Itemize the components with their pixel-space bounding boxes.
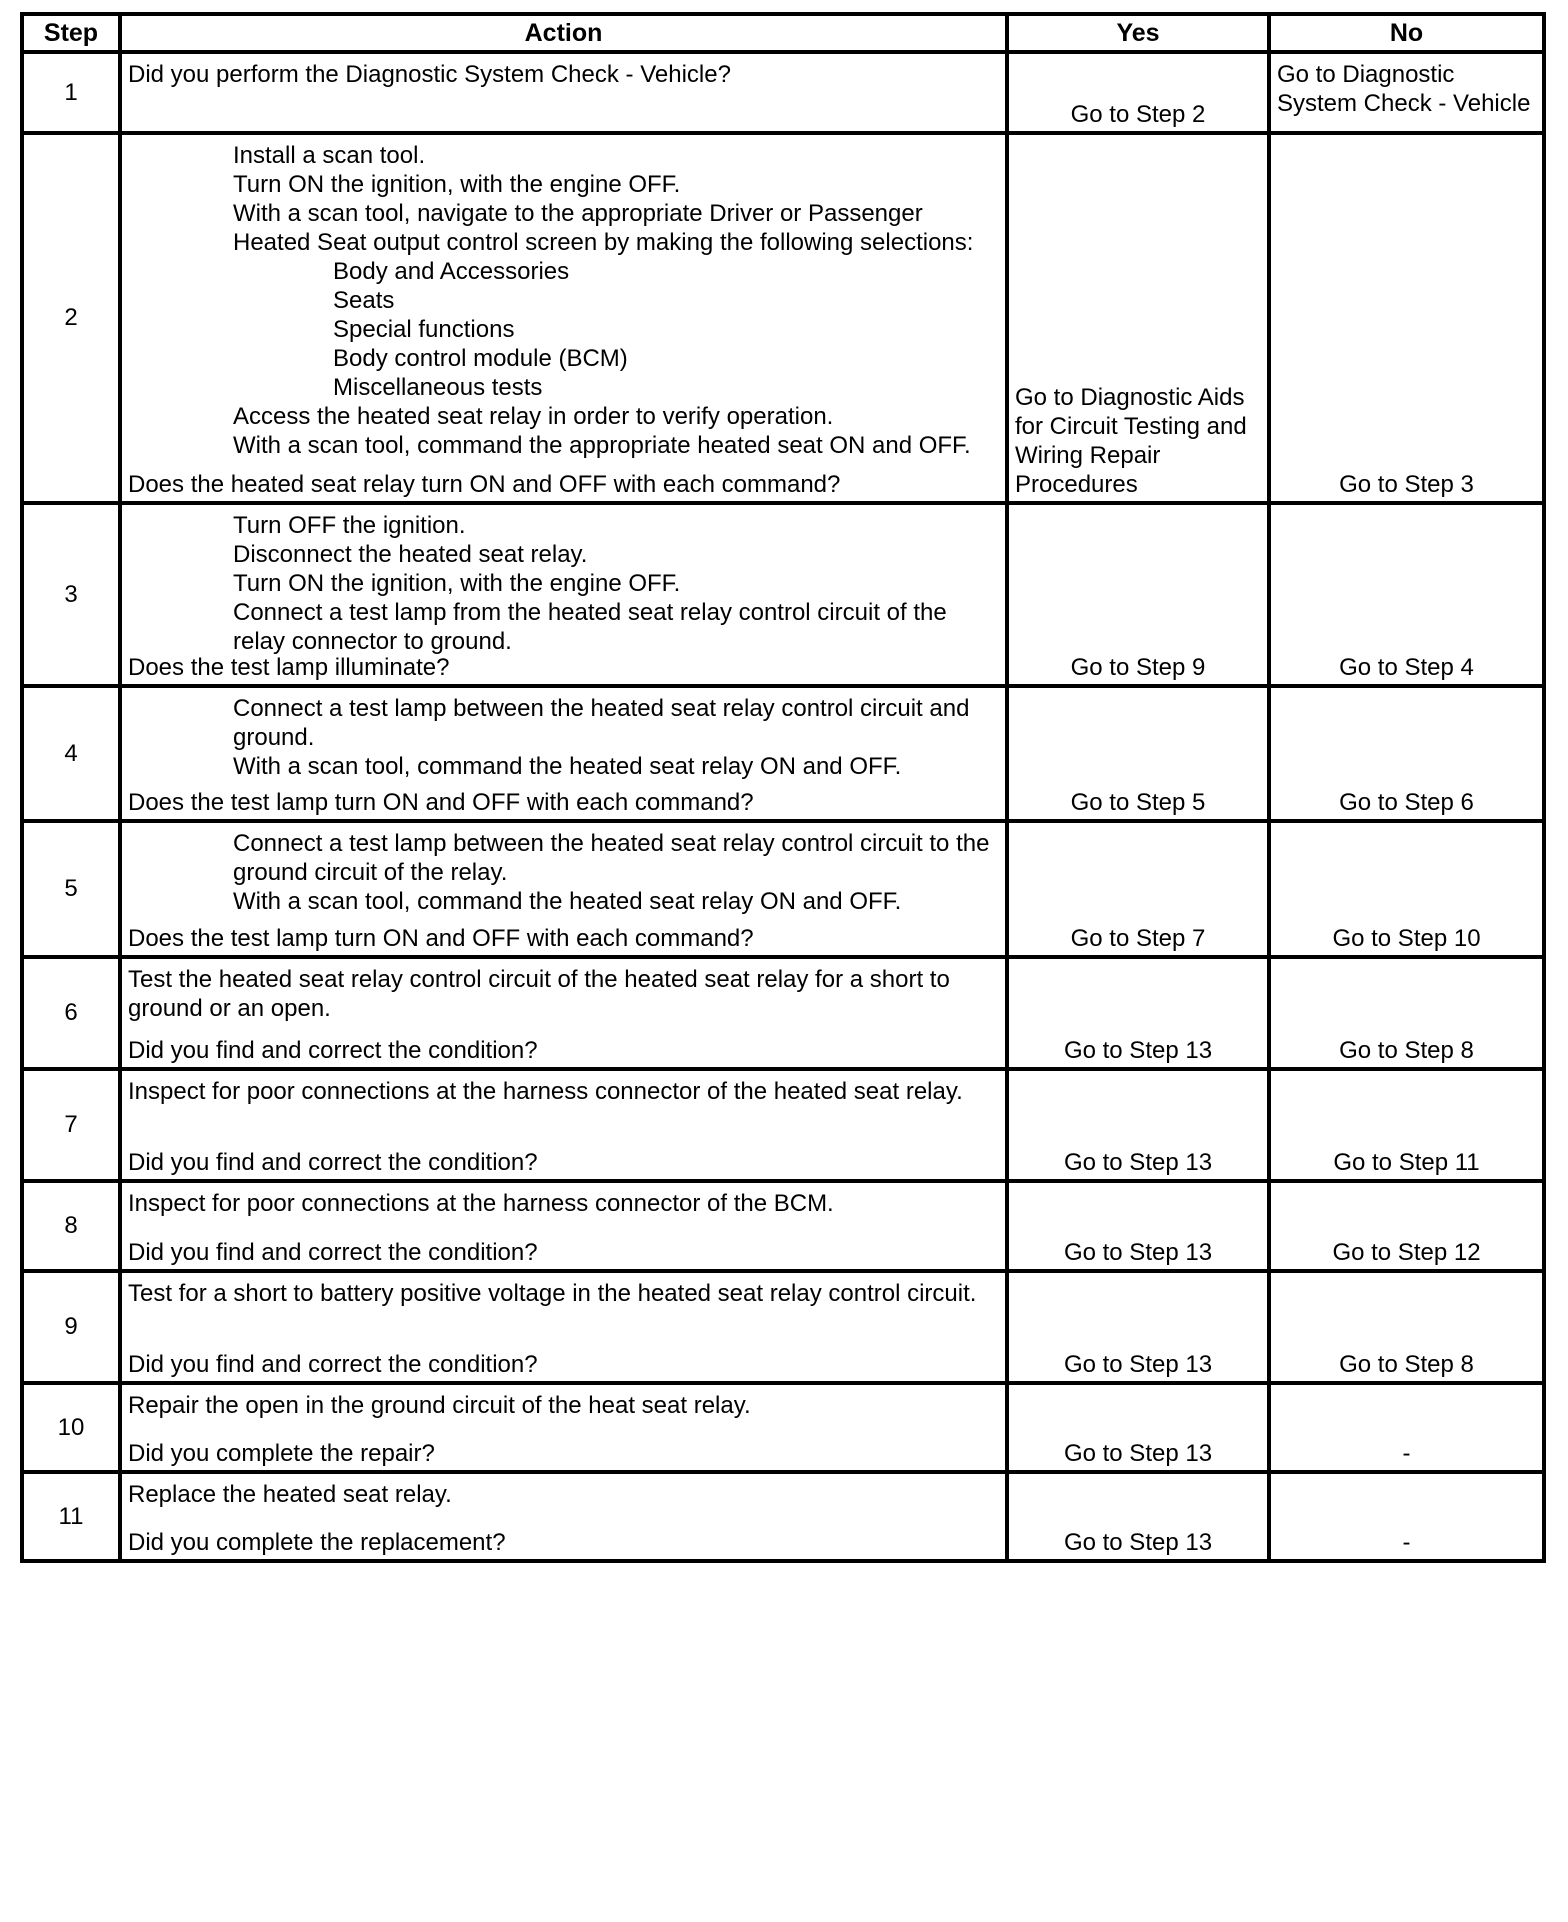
table-row <box>22 1472 1544 1561</box>
action-question: Does the heated seat relay turn ON and OFF with each command? <box>128 471 841 498</box>
yes-answer: Go to Step 2 <box>1070 101 1206 128</box>
action-question: Did you find and correct the condition? <box>128 1239 538 1266</box>
table-row <box>22 1069 1544 1181</box>
no-cell <box>1269 52 1544 133</box>
table-row <box>22 957 1544 1069</box>
action-cell <box>120 686 1007 821</box>
action-instruction: Turn ON the ignition, with the engine OFF. <box>233 570 681 597</box>
step-number: 9 <box>22 1271 120 1383</box>
no-cell <box>1269 821 1544 957</box>
yes-cell <box>1007 1383 1269 1472</box>
step-number: 1 <box>22 52 120 133</box>
no-cell <box>1269 1472 1544 1561</box>
action-instruction: Replace the heated seat relay. <box>128 1481 452 1508</box>
action-question: Does the test lamp turn ON and OFF with each command? <box>128 789 754 816</box>
yes-answer: Go to Step 13 <box>1063 1149 1213 1176</box>
action-instruction: With a scan tool, command the heated seat relay ON and OFF. <box>233 753 902 780</box>
no-answer: Go to Step 6 <box>1339 789 1474 816</box>
header-yes: Yes <box>1007 14 1269 52</box>
action-cell <box>120 1181 1007 1271</box>
no-cell <box>1269 1181 1544 1271</box>
action-question: Did you find and correct the condition? <box>128 1351 538 1378</box>
no-cell <box>1269 503 1544 686</box>
no-answer: Go to Step 3 <box>1339 471 1474 498</box>
no-answer: Go to Diagnostic System Check - Vehicle <box>1277 61 1531 117</box>
yes-cell <box>1007 1472 1269 1561</box>
action-instruction: Repair the open in the ground circuit of the heat seat relay. <box>128 1392 751 1419</box>
action-question: Does the test lamp turn ON and OFF with each command? <box>128 925 754 952</box>
step-number: 5 <box>22 821 120 957</box>
table-row <box>22 133 1544 503</box>
no-cell <box>1269 133 1544 503</box>
action-question: Does the test lamp illuminate? <box>128 654 450 681</box>
header-row <box>22 14 1544 52</box>
header-action: Action <box>120 14 1007 52</box>
table-row <box>22 1181 1544 1271</box>
yes-cell <box>1007 1069 1269 1181</box>
yes-cell <box>1007 957 1269 1069</box>
action-instruction: Install a scan tool. <box>233 142 426 169</box>
action-instruction: Disconnect the heated seat relay. <box>233 541 588 568</box>
action-instruction: Inspect for poor connections at the harness connector of the BCM. <box>128 1190 834 1217</box>
action-instruction: Connect a test lamp from the heated seat relay control circuit of the relay connector to ground. <box>233 599 954 655</box>
menu-selection-item: Body and Accessories <box>333 258 570 285</box>
action-instruction: Test the heated seat relay control circuit of the heated seat relay for a short to ground or an open. <box>128 966 957 1022</box>
action-instruction: Access the heated seat relay in order to verify operation. <box>233 403 834 430</box>
header-step: Step <box>22 14 120 52</box>
step-number: 6 <box>22 957 120 1069</box>
yes-cell <box>1007 503 1269 686</box>
action-instruction: With a scan tool, command the heated seat relay ON and OFF. <box>233 888 902 915</box>
yes-answer: Go to Diagnostic Aids for Circuit Testing and Wiring Repair Procedures <box>1015 384 1247 498</box>
step-number: 11 <box>22 1472 120 1561</box>
yes-cell <box>1007 133 1269 503</box>
action-question: Did you find and correct the condition? <box>128 1037 538 1064</box>
diagnostic-table <box>20 12 1546 1563</box>
yes-cell <box>1007 1271 1269 1383</box>
action-question: Did you find and correct the condition? <box>128 1149 538 1176</box>
no-answer: Go to Step 12 <box>1332 1239 1481 1266</box>
yes-answer: Go to Step 13 <box>1063 1351 1213 1378</box>
action-instruction: Connect a test lamp between the heated seat relay control circuit to the ground circuit of the relay. <box>233 830 997 886</box>
action-cell <box>120 1069 1007 1181</box>
action-cell <box>120 821 1007 957</box>
no-answer: Go to Step 8 <box>1339 1351 1474 1378</box>
yes-cell <box>1007 686 1269 821</box>
no-cell <box>1269 957 1544 1069</box>
yes-cell <box>1007 1181 1269 1271</box>
table-row <box>22 1383 1544 1472</box>
action-question: Did you complete the replacement? <box>128 1529 506 1556</box>
action-instruction: Connect a test lamp between the heated seat relay control circuit and ground. <box>233 695 977 751</box>
action-cell <box>120 133 1007 503</box>
table-row <box>22 1271 1544 1383</box>
no-cell <box>1269 1069 1544 1181</box>
action-question: Did you complete the repair? <box>128 1440 435 1467</box>
no-answer: - <box>1402 1529 1411 1556</box>
yes-answer: Go to Step 9 <box>1070 654 1206 681</box>
action-instruction: Test for a short to battery positive voltage in the heated seat relay control circuit. <box>128 1280 977 1307</box>
no-answer: Go to Step 10 <box>1332 925 1481 952</box>
yes-cell <box>1007 821 1269 957</box>
menu-selection-item: Miscellaneous tests <box>333 374 543 401</box>
action-cell <box>120 957 1007 1069</box>
no-cell <box>1269 686 1544 821</box>
no-answer: Go to Step 11 <box>1333 1149 1480 1176</box>
step-number: 10 <box>22 1383 120 1472</box>
yes-answer: Go to Step 5 <box>1070 789 1206 816</box>
table-row <box>22 52 1544 133</box>
menu-selection-item: Body control module (BCM) <box>333 345 628 372</box>
menu-selection-item: Seats <box>333 287 395 314</box>
action-cell <box>120 1383 1007 1472</box>
action-instruction: With a scan tool, command the appropriate heated seat ON and OFF. <box>233 432 971 459</box>
step-number: 2 <box>22 133 120 503</box>
table-row <box>22 821 1544 957</box>
action-cell <box>120 52 1007 133</box>
action-question: Did you perform the Diagnostic System Check - Vehicle? <box>128 61 731 88</box>
action-instruction: Inspect for poor connections at the harness connector of the heated seat relay. <box>128 1078 963 1105</box>
table-row <box>22 503 1544 686</box>
action-instruction: Turn OFF the ignition. <box>233 512 466 539</box>
yes-answer: Go to Step 13 <box>1063 1440 1213 1467</box>
yes-answer: Go to Step 13 <box>1063 1529 1213 1556</box>
action-instruction: Turn ON the ignition, with the engine OFF. <box>233 171 681 198</box>
table-row <box>22 686 1544 821</box>
action-cell <box>120 1271 1007 1383</box>
yes-answer: Go to Step 13 <box>1063 1239 1213 1266</box>
step-number: 7 <box>22 1069 120 1181</box>
yes-answer: Go to Step 13 <box>1063 1037 1213 1064</box>
yes-cell <box>1007 52 1269 133</box>
yes-answer: Go to Step 7 <box>1070 925 1206 952</box>
step-number: 8 <box>22 1181 120 1271</box>
menu-selection-item: Special functions <box>333 316 515 343</box>
no-answer: Go to Step 8 <box>1339 1037 1474 1064</box>
action-instruction: With a scan tool, navigate to the appropriate Driver or Passenger Heated Seat output control screen by making the following selections: <box>233 200 974 256</box>
no-cell <box>1269 1271 1544 1383</box>
no-cell <box>1269 1383 1544 1472</box>
step-number: 3 <box>22 503 120 686</box>
action-cell <box>120 1472 1007 1561</box>
header-no: No <box>1269 14 1544 52</box>
no-answer: Go to Step 4 <box>1339 654 1474 681</box>
action-cell <box>120 503 1007 686</box>
no-answer: - <box>1402 1440 1411 1467</box>
step-number: 4 <box>22 686 120 821</box>
